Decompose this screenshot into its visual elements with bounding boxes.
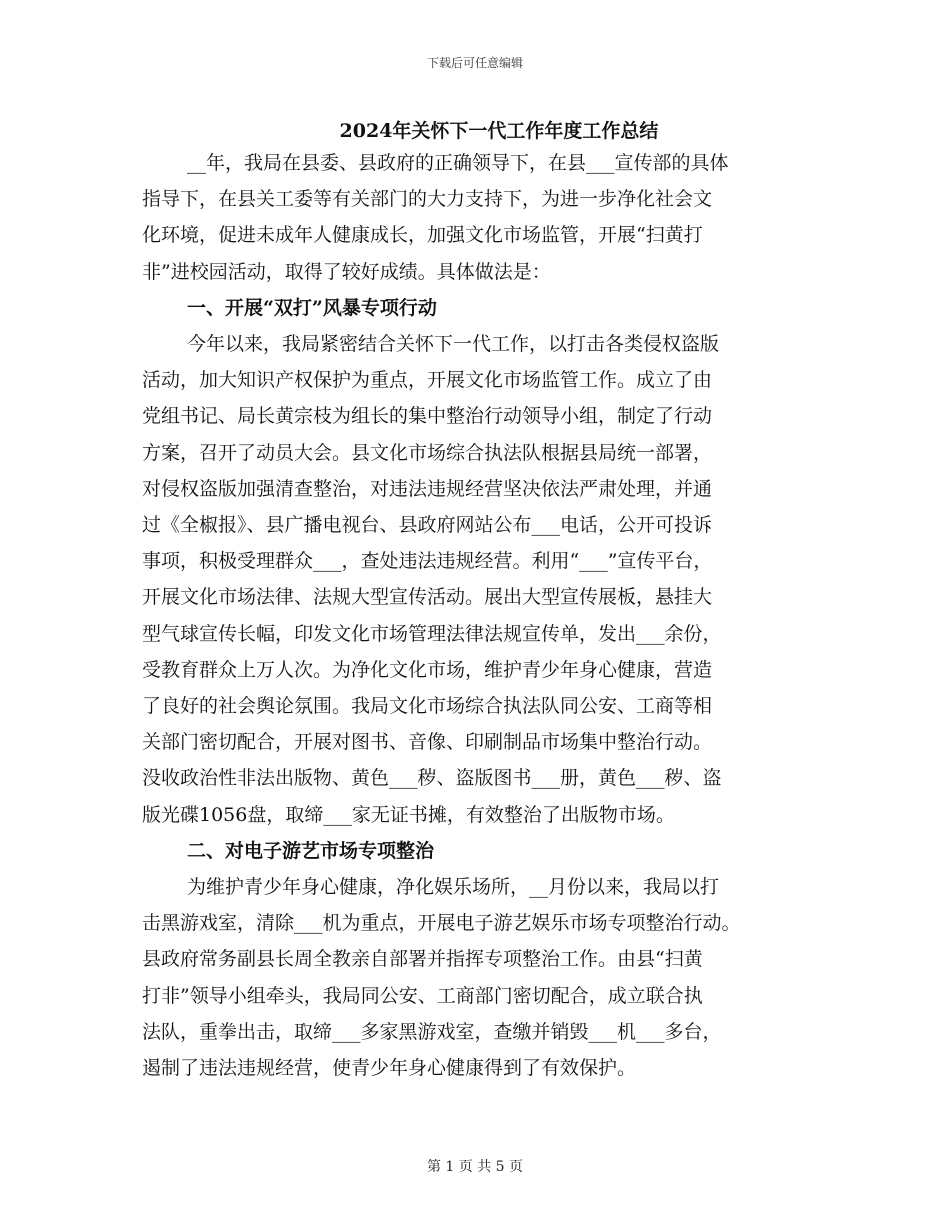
page-header: 下载后可任意编辑 [426,56,523,70]
page-footer: 第 1 页 共 5 页 [426,1159,524,1175]
paragraph-line: 击黑游戏室，清除___机为重点，开展电子游艺娱乐市场专项整治行动。 [142,912,741,935]
paragraph-line: __年，我局在县委、县政府的正确领导下，在县___宣传部的具体 [187,152,729,174]
paragraph-line: 指导下，在县关工委等有关部门的大力支持下，为进一步净化社会文 [142,188,713,211]
paragraph-line: 型气球宣传长幅，印发文化市场管理法律法规宣传单，发出___余份， [142,622,722,645]
paragraph-line: 过《全椒报》、县广播电视台、县政府网站公布___电话，公开可投诉 [142,514,713,536]
paragraph-line: 没收政治性非法出版物、黄色___秽、盗版图书___册，黄色___秽、盗 [142,767,722,790]
paragraph-line: 非”进校园活动，取得了较好成绩。具体做法是： [142,260,551,283]
paragraph-line: 关部门密切配合，开展对图书、音像、印刷制品市场集中整治行动。 [142,731,713,754]
paragraph-line: 受教育群众上万人次。为净化文化市场，维护青少年身心健康，营造 [142,658,713,681]
paragraph-line: 遏制了违法违规经营，使青少年身心健康得到了有效保护。 [142,1057,637,1079]
paragraph-line: 开展文化市场法律、法规大型宣传活动。展出大型宣传展板，悬挂大 [142,586,713,609]
paragraph-line: 今年以来，我局紧密结合关怀下一代工作，以打击各类侵权盗版 [187,333,720,355]
paragraph-line: 版光碟1056盘，取缔___家无证书摊，有效整治了出版物市场。 [142,803,675,826]
paragraph-line: 活动，加大知识产权保护为重点，开展文化市场监管工作。成立了由 [142,369,713,392]
paragraph-line: 打非”领导小组牵头，我局同公安、工商部门密切配合，成立联合执 [142,984,703,1007]
paragraph-line: 法队，重拳出击，取缔___多家黑游戏室，查缴并销毁___机___多台， [142,1020,722,1043]
section-heading: 一、开展“双打”风暴专项行动 [187,296,437,319]
section-heading: 二、对电子游艺市场专项整治 [187,839,435,862]
paragraph-line: 事项，积极受理群众___，查处违法违规经营。利用“___”宣传平台， [142,550,713,573]
paragraph-line: 方案，召开了动员大会。县文化市场综合执法队根据县局统一部署， [142,441,713,464]
paragraph-line: 化环境，促进未成年人健康成长，加强文化市场监管，开展“扫黄打 [142,224,703,247]
paragraph-line: 了良好的社会舆论氛围。我局文化市场综合执法队同公安、工商等相 [142,695,713,717]
paragraph-line: 为维护青少年身心健康，净化娱乐场所，__月份以来，我局以打 [187,876,720,898]
paragraph-line: 党组书记、局长黄宗枝为组长的集中整治行动领导小组，制定了行动 [142,405,713,428]
document-title: 2024年关怀下一代工作年度工作总结 [339,120,659,142]
paragraph-line: 对侵权盗版加强清查整治，对违法违规经营坚决依法严肃处理，并通 [142,477,713,500]
paragraph-line: 县政府常务副县长周全教亲自部署并指挥专项整治工作。由县“扫黄 [142,948,703,971]
